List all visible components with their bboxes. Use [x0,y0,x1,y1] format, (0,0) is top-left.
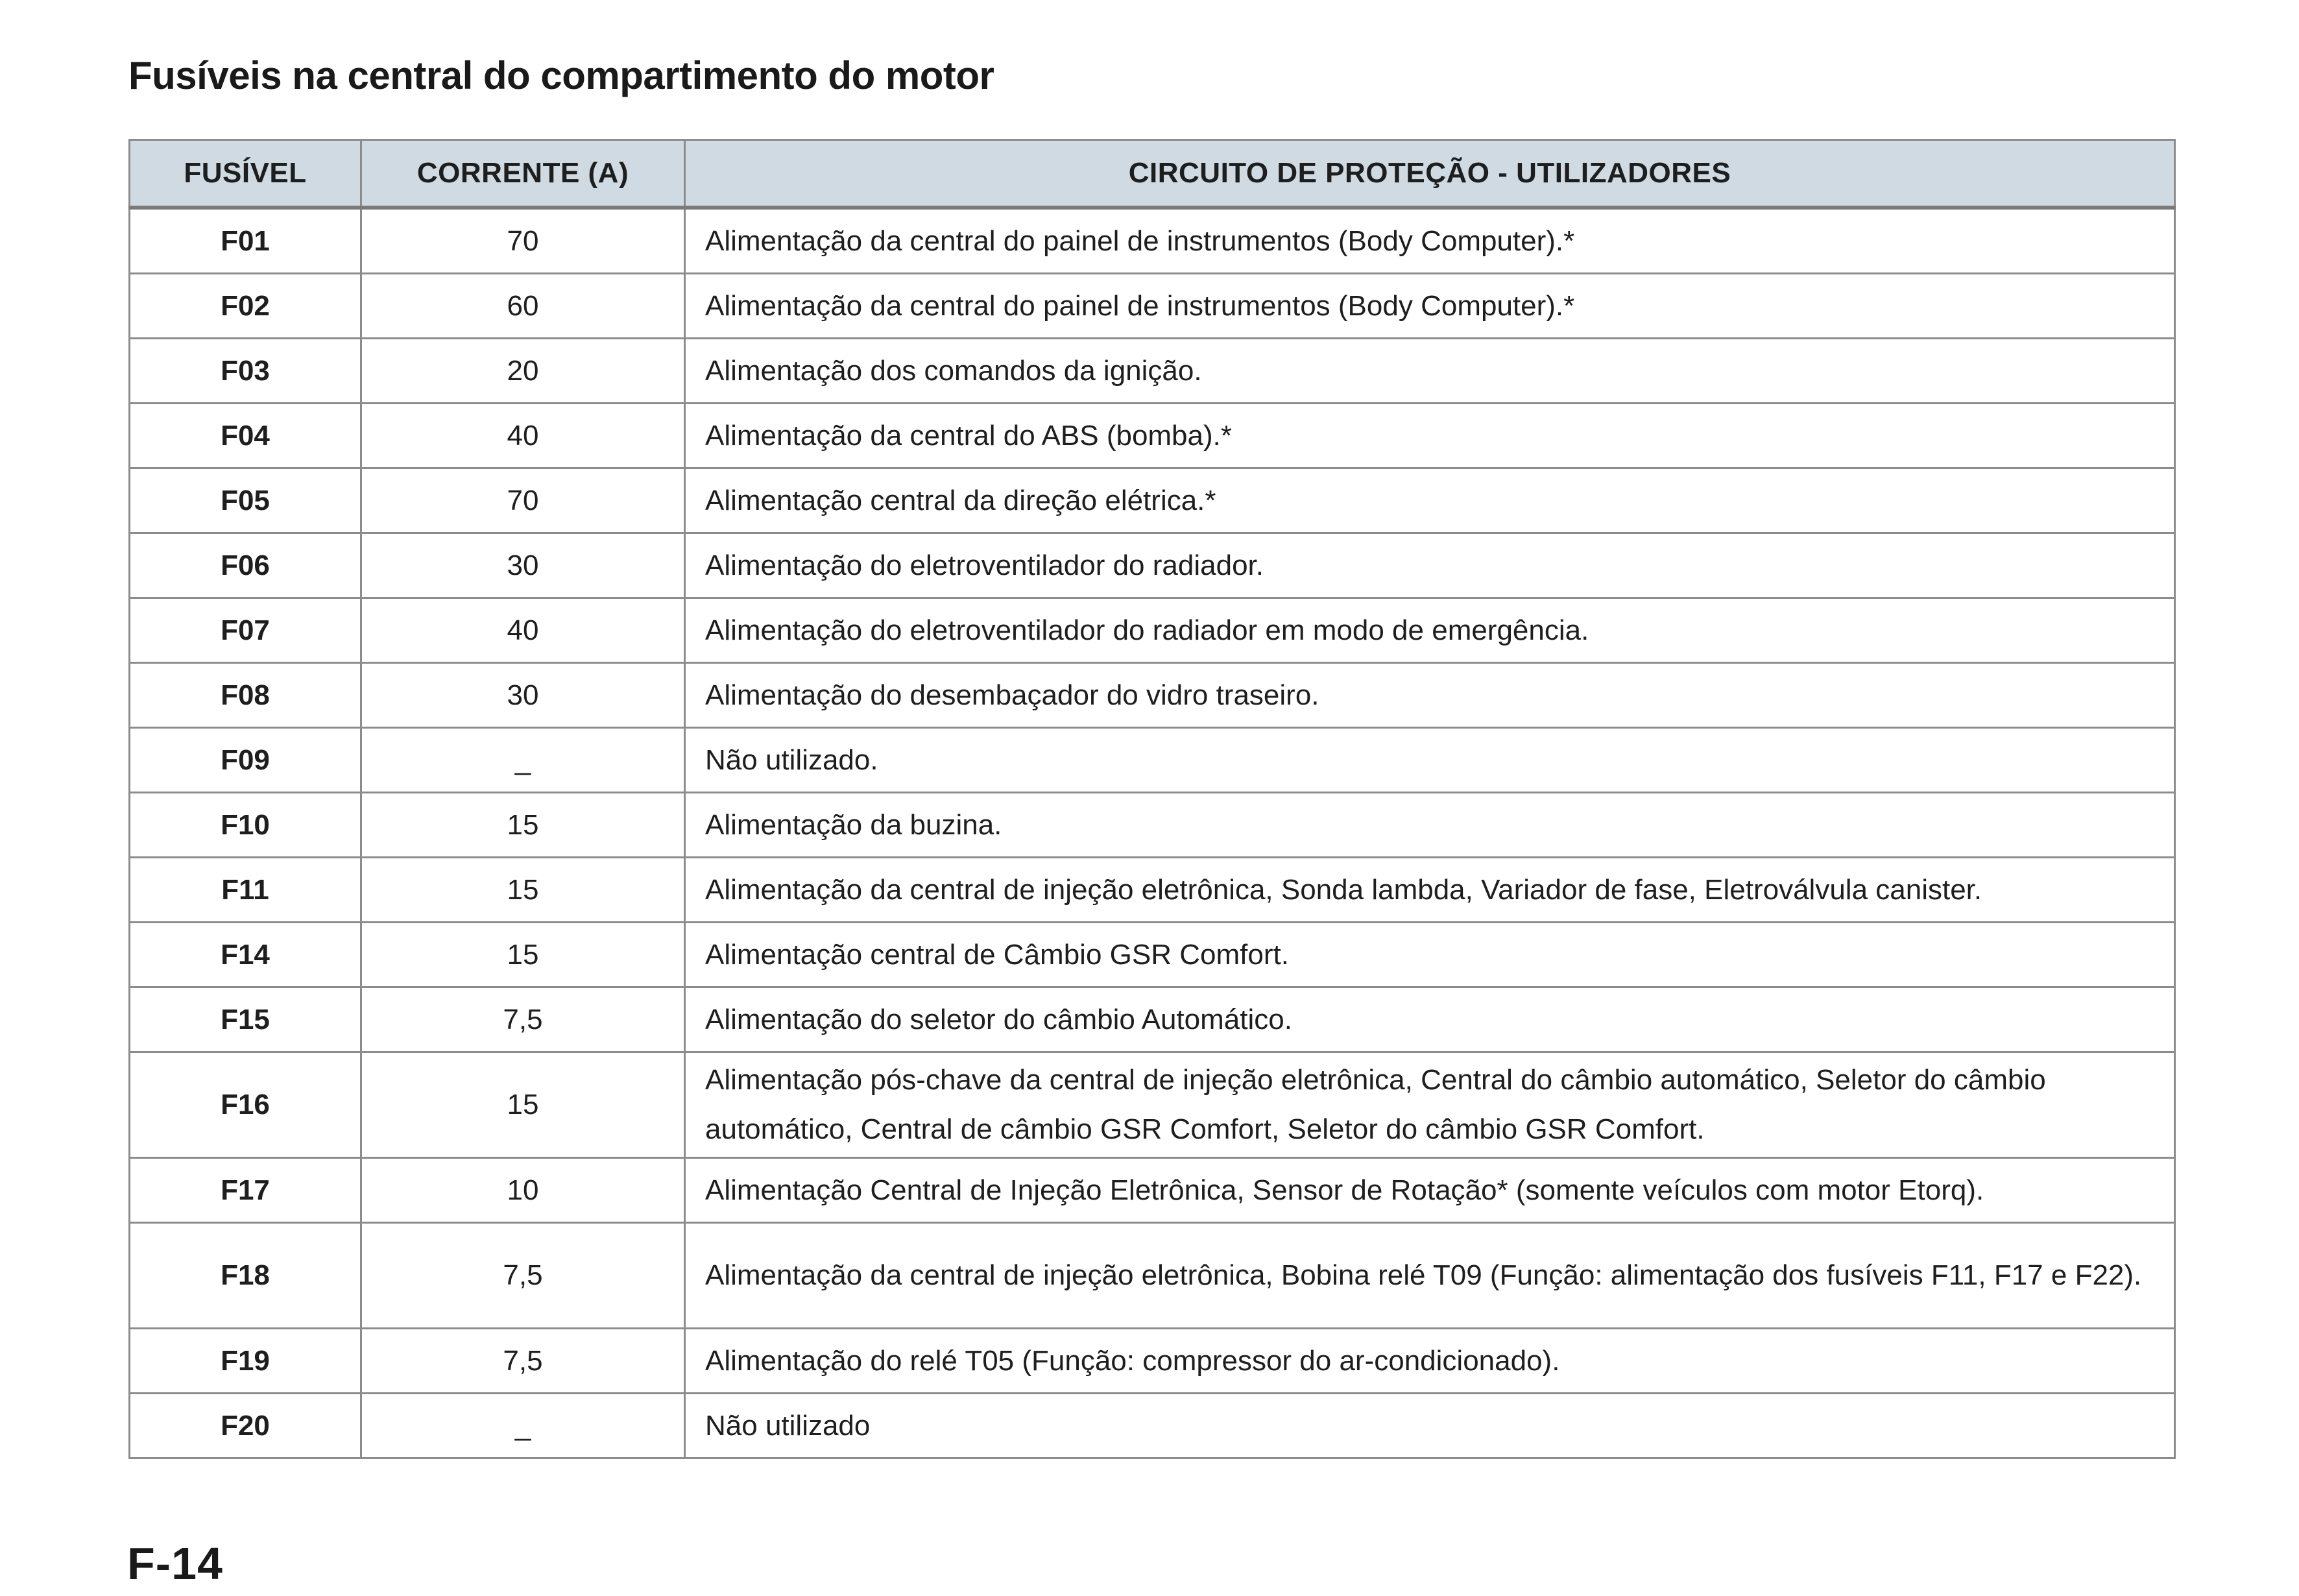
fuse-id: F06 [130,533,361,598]
header-circuit: CIRCUITO DE PROTEÇÃO - UTILIZADORES [685,140,2175,208]
table-row [130,208,2175,274]
fuse-current: 60 [361,274,685,339]
fuse-id: F01 [130,208,361,274]
fuse-current: 15 [361,923,685,987]
fuse-table [128,139,2176,1459]
header-current: CORRENTE (A) [361,140,685,208]
fuse-circuit: Alimentação do desembaçador do vidro traseiro. [685,663,2175,728]
fuse-current: 15 [361,1052,685,1158]
fuse-current: 30 [361,533,685,598]
fuse-circuit: Não utilizado. [685,728,2175,793]
header-fuse: FUSÍVEL [130,140,361,208]
table-header-row [130,140,2175,208]
fuse-id: F15 [130,987,361,1052]
fuse-current: 15 [361,793,685,858]
table-row [130,923,2175,987]
fuse-circuit: Alimentação pós-chave da central de injeção eletrônica, Central do câmbio automático, Seletor do câmbio automático, Central de câmbio GSR Comfort, Seletor do câmbio GSR Comfort. [685,1052,2175,1158]
table-row [130,404,2175,468]
fuse-circuit: Alimentação da central do ABS (bomba).* [685,404,2175,468]
table-row [130,728,2175,793]
fuse-current: 7,5 [361,1223,685,1329]
fuse-circuit: Alimentação da central do painel de instrumentos (Body Computer).* [685,274,2175,339]
table-row [130,1052,2175,1158]
fuse-circuit: Não utilizado [685,1394,2175,1458]
table-row [130,987,2175,1052]
fuse-current: 40 [361,404,685,468]
fuse-id: F18 [130,1223,361,1329]
fuse-current: 70 [361,208,685,274]
fuse-id: F14 [130,923,361,987]
fuse-circuit: Alimentação da central do painel de instrumentos (Body Computer).* [685,208,2175,274]
table-row [130,339,2175,404]
fuse-id: F02 [130,274,361,339]
table-row [130,1394,2175,1458]
page-title: Fusíveis na central do compartimento do motor [128,54,994,97]
table-row [130,1223,2175,1329]
fuse-current: 20 [361,339,685,404]
fuse-circuit: Alimentação do relé T05 (Função: compressor do ar-condicionado). [685,1329,2175,1394]
fuse-current: 70 [361,468,685,533]
table-row [130,793,2175,858]
fuse-id: F03 [130,339,361,404]
fuse-id: F09 [130,728,361,793]
fuse-circuit: Alimentação do eletroventilador do radiador em modo de emergência. [685,598,2175,663]
table-row [130,1158,2175,1223]
fuse-circuit: Alimentação Central de Injeção Eletrônica, Sensor de Rotação* (somente veículos com motor Etorq). [685,1158,2175,1223]
fuse-current: 30 [361,663,685,728]
fuse-current: 40 [361,598,685,663]
table-row [130,533,2175,598]
fuse-id: F07 [130,598,361,663]
fuse-circuit: Alimentação da central de injeção eletrônica, Bobina relé T09 (Função: alimentação dos fusíveis F11, F17 e F22). [685,1223,2175,1329]
fuse-id: F04 [130,404,361,468]
fuse-current: 15 [361,858,685,923]
table-row [130,598,2175,663]
fuse-id: F10 [130,793,361,858]
fuse-id: F16 [130,1052,361,1158]
fuse-current: 7,5 [361,987,685,1052]
fuse-id: F17 [130,1158,361,1223]
fuse-circuit: Alimentação do eletroventilador do radiador. [685,533,2175,598]
table-row [130,1329,2175,1394]
fuse-id: F05 [130,468,361,533]
page-number: F-14 [127,1538,223,1589]
fuse-circuit: Alimentação central da direção elétrica.* [685,468,2175,533]
fuse-circuit: Alimentação dos comandos da ignição. [685,339,2175,404]
fuse-id: F20 [130,1394,361,1458]
table-row [130,468,2175,533]
table-row [130,663,2175,728]
fuse-current: _ [361,1394,685,1458]
table-row [130,858,2175,923]
fuse-id: F19 [130,1329,361,1394]
fuse-current: 10 [361,1158,685,1223]
fuse-current: _ [361,728,685,793]
fuse-current: 7,5 [361,1329,685,1394]
fuse-id: F11 [130,858,361,923]
fuse-circuit: Alimentação do seletor do câmbio Automático. [685,987,2175,1052]
fuse-id: F08 [130,663,361,728]
fuse-circuit: Alimentação da central de injeção eletrônica, Sonda lambda, Variador de fase, Eletroválvula canister. [685,858,2175,923]
fuse-circuit: Alimentação da buzina. [685,793,2175,858]
table-row [130,274,2175,339]
fuse-circuit: Alimentação central de Câmbio GSR Comfort. [685,923,2175,987]
